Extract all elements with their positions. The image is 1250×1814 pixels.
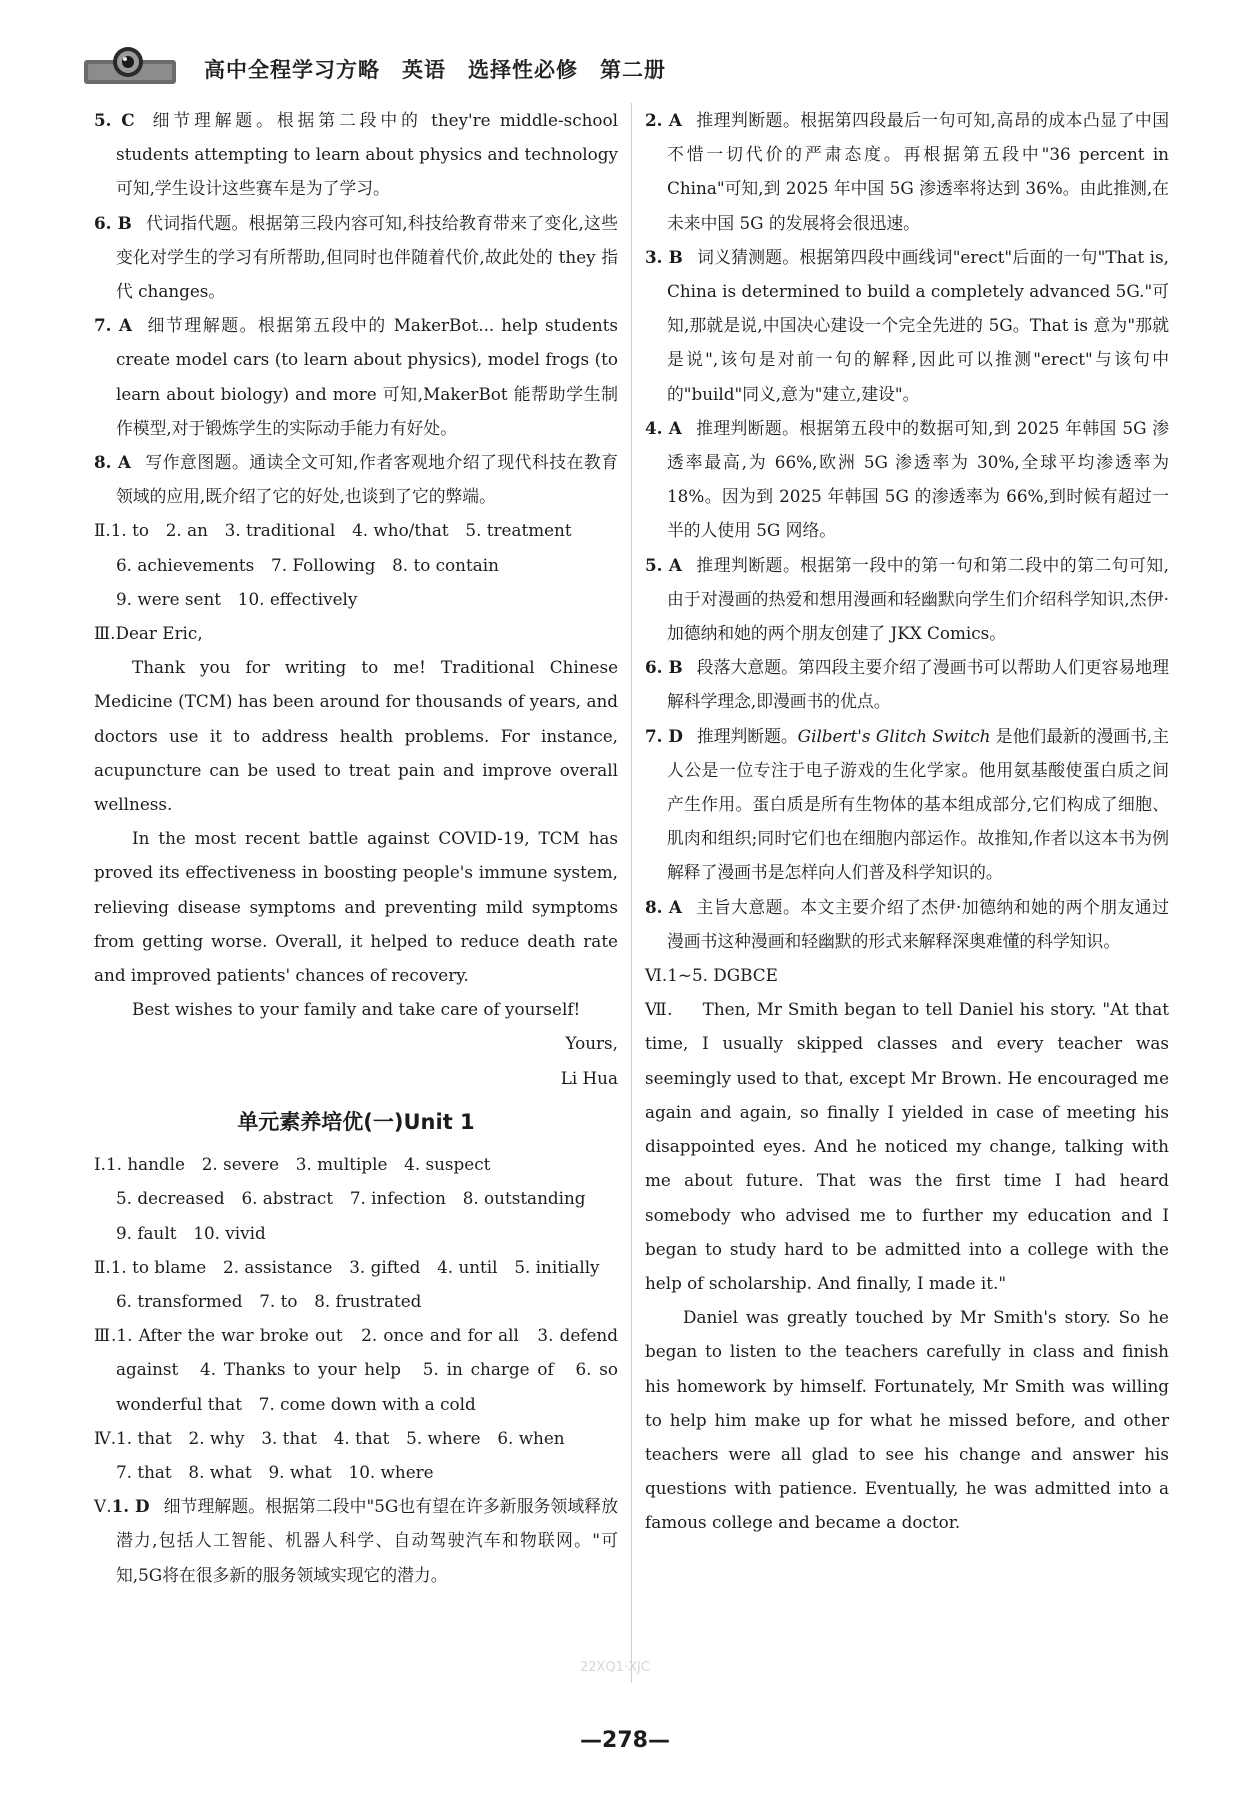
answer-line: 1. that 2. why 3. that 4. that 5. where 6. when <box>116 1427 565 1448</box>
page-header <box>82 44 1172 94</box>
answer-text: 细节理解题。根据第五段中的 MakerBot... help students create model cars (to learn about physics), model frogs (to learn about biology) and more 可知,MakerBot 能帮助学生制作模型,对于锻炼学生的实际动手能力有好处。 <box>116 315 618 438</box>
answer-line: 6. transformed 7. to 8. frustrated <box>116 1290 422 1311</box>
answer-number: 3. B <box>645 246 683 267</box>
answer-number: 6. B <box>645 657 683 678</box>
answer-item <box>645 890 1169 958</box>
print-code: 22XQ1·XJC <box>580 1660 650 1675</box>
answer-item <box>645 719 1169 890</box>
answer-number: 7. D <box>645 725 683 746</box>
answer-text: 推理判断题。 <box>696 725 798 746</box>
answer-item <box>94 445 618 513</box>
letter-paragraph: Best wishes to your family and take care of yourself! <box>132 999 581 1020</box>
answer-line: 1~5. DGBCE <box>667 965 778 986</box>
section-label: Ⅵ. <box>645 965 668 986</box>
section-label: Ⅲ. <box>94 1325 117 1346</box>
answer-item <box>94 206 618 309</box>
book-title: Gilbert's Glitch Switch <box>797 725 991 746</box>
publisher-logo-icon <box>84 46 176 86</box>
letter-paragraph: Thank you for writing to me! Traditional Chinese Medicine (TCM) has been around for thousands of years, and doctors use it to address health problems. For instance, acupuncture can be used to treat pain and improve overall wellness. <box>94 657 618 815</box>
answer-line: 6. achievements 7. Following 8. to contain <box>116 554 499 575</box>
letter-paragraph: In the most recent battle against COVID-19, TCM has proved its effectiveness in boosting people's immune system, relieving disease symptoms and preventing mild symptoms from getting worse. Overall, it helped to reduce death rate and improved patients' chances of recovery. <box>94 828 618 986</box>
section-label: Ⅶ. <box>645 999 673 1020</box>
answer-number: 8. A <box>645 896 682 917</box>
u1-section-iv <box>94 1421 618 1455</box>
answer-item <box>645 411 1169 548</box>
answer-item <box>94 103 618 206</box>
section-label: Ⅱ. <box>94 1256 111 1277</box>
section-ii <box>94 513 618 547</box>
answer-line: 9. fault 10. vivid <box>116 1222 266 1243</box>
answer-line: 1. handle 2. severe 3. multiple 4. suspect <box>105 1154 491 1175</box>
story-paragraph: Then, Mr Smith began to tell Daniel his story. "At that time, I usually skipped classes and every teacher was seemingly used to that, except Mr Brown. He encouraged me again and again, so finally I yielded in case of meeting his disappointed eyes. And he noticed my change, talking with me about future. That was the first time I had heard somebody who advised me to further my education and I began to study hard to be admitted into a college with the help of scholarship. And finally, I made it." <box>645 999 1170 1293</box>
page-number: —278— <box>580 1728 670 1753</box>
answer-number: 8. A <box>94 452 131 473</box>
answer-line: 1. to 2. an 3. traditional 4. who/that 5. treatment <box>110 520 572 541</box>
answer-text: 代词指代题。根据第三段内容可知,科技给教育带来了变化,这些变化对学生的学习有所帮助,但同时也伴随着代价,故此处的 they 指代 changes。 <box>116 212 619 302</box>
u1-section-i <box>94 1147 618 1181</box>
answer-line: 7. that 8. what 9. what 10. where <box>116 1461 434 1482</box>
answer-text: 推理判断题。根据第一段中的第一句和第二段中的第二句可知,由于对漫画的热爱和想用漫画和轻幽默向学生们介绍科学知识,杰伊·加德纳和她的两个朋友创建了 JKX Comics。 <box>667 554 1169 644</box>
answer-item <box>94 308 618 445</box>
answer-line: 1. to blame 2. assistance 3. gifted 4. until 5. initially <box>110 1256 600 1277</box>
letter-closing: Yours, <box>565 1033 618 1054</box>
answer-text: 段落大意题。第四段主要介绍了漫画书可以帮助人们更容易地理解科学理念,即漫画书的优点。 <box>667 657 1169 712</box>
u1-section-iii <box>94 1318 618 1421</box>
u1-section-v <box>94 1489 618 1592</box>
section-iii <box>94 616 618 650</box>
left-column <box>94 103 618 1592</box>
story-paragraph: Daniel was greatly touched by Mr Smith's story. So he began to listen to the teachers carefully in class and finish his homework by himself. Fortunately, Mr Smith was willing to help him make up for what he missed before, and other teachers were all glad to see his change and answer his questions with patience. Eventually, he was admitted into a famous college and became a doctor. <box>645 1307 1169 1533</box>
answer-text: 词义猜测题。根据第四段中画线词"erect"后面的一句"That is, China is determined to build a completely advanced 5G."可知,那就是说,中国决心建设一个完全先进的 5G。That is 意为"那就是说",该句是对前一句的解释,因此可以推测"erect"与该句中的"build"同义,意为"建立,建设"。 <box>667 246 1169 404</box>
answer-number: 7. A <box>94 315 132 336</box>
answer-text: 细节理解题。根据第二段中"5G也有望在许多新服务领域释放潜力,包括人工智能、机器人科学、自动驾驶汽车和物联网。"可知,5G将在很多新的服务领域实现它的潜力。 <box>116 1496 618 1585</box>
answer-line: 9. were sent 10. effectively <box>116 588 358 609</box>
answer-number: 4. A <box>645 417 682 438</box>
answer-number: 5. A <box>645 554 682 575</box>
section-label: Ⅰ. <box>94 1154 106 1175</box>
section-label: Ⅳ. <box>94 1427 117 1448</box>
right-column <box>645 103 1169 1540</box>
answer-text: 写作意图题。通读全文可知,作者客观地介绍了现代科技在教育领域的应用,既介绍了它的好处,也谈到了它的弊端。 <box>116 452 618 507</box>
letter-signature: Li Hua <box>560 1067 618 1088</box>
unit-heading: 单元素养培优(一)Unit 1 <box>237 1109 475 1134</box>
answer-item <box>645 103 1169 240</box>
letter-salutation: Dear Eric, <box>115 623 203 644</box>
section-label: Ⅱ. <box>94 520 111 541</box>
answer-item <box>645 240 1169 411</box>
answer-item <box>645 548 1169 651</box>
answer-number: 1. D <box>111 1496 150 1517</box>
answer-text: 推理判断题。根据第四段最后一句可知,高昂的成本凸显了中国不惜一切代价的严肃态度。再根据第五段中"36 percent in China"可知,到 2025 年中国 5G 渗透率将达到 36%。由此推测,在未来中国 5G 的发展将会很迅速。 <box>667 110 1169 233</box>
answer-line: 1. After the war broke out 2. once and for all 3. defend against 4. Thanks to your help 5. in charge of 6. so wonderful that 7. come down with a cold <box>116 1325 618 1414</box>
section-label: Ⅲ. <box>94 623 116 644</box>
page-title: 高中全程学习方略 英语 选择性必修 第二册 <box>204 58 666 82</box>
answer-number: 6. B <box>94 212 132 233</box>
answer-text: 是他们最新的漫画书,主人公是一位专注于电子游戏的生化学家。他用氨基酸使蛋白质之间产生作用。蛋白质是所有生物体的基本组成部分,它们构成了细胞、肌肉和组织;同时它们也在细胞内部运作。故推知,作者以这本书为例解释了漫画书是怎样向人们普及科学知识的。 <box>667 725 1169 883</box>
section-vi <box>645 958 1169 992</box>
answer-item <box>645 650 1169 718</box>
u1-section-ii <box>94 1250 618 1284</box>
column-divider <box>631 103 632 1683</box>
section-label: Ⅴ. <box>94 1496 112 1517</box>
answer-text: 细节理解题。根据第二段中的 they're middle-school students attempting to learn about physics and technology 可知,学生设计这些赛车是为了学习。 <box>116 110 619 199</box>
answer-number: 5. C <box>94 110 135 130</box>
section-vii <box>645 992 1169 1300</box>
answer-text: 推理判断题。根据第五段中的数据可知,到 2025 年韩国 5G 渗透率最高,为 66%,欧洲 5G 渗透率为 30%,全球平均渗透率为 18%。因为到 2025 年韩国 5G 的渗透率为 66%,到时候有超过一半的人使用 5G 网络。 <box>667 417 1169 541</box>
answer-line: 5. decreased 6. abstract 7. infection 8. outstanding <box>116 1188 586 1209</box>
answer-number: 2. A <box>645 110 682 130</box>
answer-text: 主旨大意题。本文主要介绍了杰伊·加德纳和她的两个朋友通过漫画书这种漫画和轻幽默的形式来解释深奥难懂的科学知识。 <box>667 896 1169 951</box>
